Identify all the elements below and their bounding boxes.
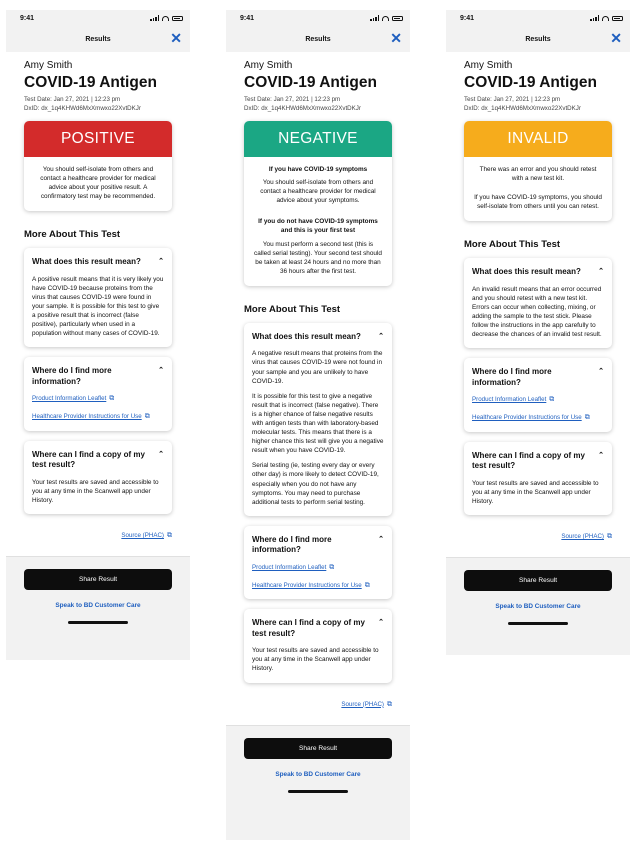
result-content — [6, 52, 190, 556]
source-link[interactable] — [561, 533, 604, 540]
info-card-more-info — [24, 357, 172, 431]
wifi-icon — [602, 16, 609, 21]
accordion-header-meaning[interactable] — [472, 267, 604, 277]
copy-text: Your test results are saved and accessible to you at any time in the Scanwell app under History. — [252, 647, 379, 673]
signal-icon — [370, 15, 379, 21]
patient-name: Amy Smith — [464, 60, 513, 71]
accordion-header-copy[interactable] — [32, 450, 164, 471]
status-bar — [226, 10, 410, 26]
result-banner-invalid: INVALID — [464, 121, 612, 157]
meaning-text: A positive result means that it is very likely you have COVID-19 because proteins from the virus that causes COVID-19 were found in your sample. It is possible for this test to give a positive result that is incorrect (false positive), particularly when used in a population without many cases of COVID-19. — [32, 275, 164, 338]
chevron-up-icon: ⌃ — [598, 368, 604, 376]
battery-icon — [392, 16, 403, 21]
dxid: DxID: dx_1q4KHWd6MxXmwxo22XvtDKJr — [24, 105, 141, 112]
battery-icon — [612, 16, 623, 21]
status-icons — [150, 15, 183, 21]
home-indicator — [68, 621, 128, 624]
source-label: Source (PHAC) — [341, 700, 384, 708]
section-title: More About This Test — [244, 303, 341, 315]
external-link-icon: ⧉ — [167, 532, 172, 540]
nav-bar — [226, 26, 410, 52]
symptoms-text: You should self-isolate from others and contact a healthcare provider for medical advice about your symptoms. — [260, 179, 376, 205]
meaning-text: Serial testing (ie, testing every day or every other day) is more likely to detect COVID-19, especially when you do not have any symptoms. You may need to purchase additional tests to perform serial testing. — [252, 462, 379, 506]
source-row — [464, 525, 612, 557]
info-card-more-info — [244, 526, 392, 600]
accordion-title: Where can I find a copy of my test result? — [252, 618, 365, 638]
chevron-up-icon: ⌃ — [158, 258, 164, 266]
accordion-title: Where do I find more information? — [472, 367, 552, 387]
external-link-icon: ⧉ — [329, 563, 335, 571]
no-symptoms-text: You must perform a second test (this is called serial testing). Your second test should be taken at least 24 hours and no more than 36 hours after the first test. — [254, 240, 382, 275]
info-card-meaning — [244, 323, 392, 516]
provider-instructions-link[interactable] — [252, 581, 384, 591]
no-symptoms-heading: If you do not have COVID-19 symptoms and this is your first test — [258, 218, 378, 235]
share-result-button[interactable]: Share Result — [244, 738, 392, 759]
close-icon[interactable]: ✕ — [170, 30, 182, 46]
accordion-header-meaning[interactable] — [252, 332, 384, 342]
status-time: 9:41 — [240, 14, 255, 22]
source-label: Source (PHAC) — [121, 532, 164, 540]
external-link-icon: ⧉ — [387, 700, 392, 708]
close-icon[interactable]: ✕ — [610, 30, 622, 46]
nav-bar — [446, 26, 630, 52]
phone-screen-positive — [6, 10, 190, 660]
status-bar — [446, 10, 630, 26]
patient-name: Amy Smith — [24, 60, 73, 71]
external-link-icon: ⧉ — [607, 533, 612, 541]
home-indicator — [508, 622, 568, 625]
chevron-up-icon: ⌃ — [158, 451, 164, 459]
result-summary-text: There was an error and you should retest with a new test kit. — [479, 166, 597, 183]
info-card-copy — [244, 609, 392, 682]
nav-title: Results — [525, 35, 551, 43]
customer-care-link[interactable]: Speak to BD Customer Care — [495, 603, 581, 611]
accordion-title: What does this result mean? — [32, 257, 141, 267]
external-link-icon: ⧉ — [549, 396, 555, 404]
result-summary — [244, 157, 392, 286]
customer-care-link[interactable]: Speak to BD Customer Care — [55, 602, 141, 610]
wifi-icon — [162, 16, 169, 21]
chevron-up-icon: ⌃ — [598, 451, 604, 459]
info-card-copy — [24, 441, 172, 514]
source-row — [244, 693, 392, 725]
result-card — [24, 121, 172, 211]
info-card-meaning — [24, 248, 172, 347]
signal-icon — [150, 15, 159, 21]
accordion-title: What does this result mean? — [252, 331, 361, 341]
source-link[interactable] — [341, 701, 384, 708]
result-content — [446, 52, 630, 557]
accordion-header-more-info[interactable] — [32, 366, 164, 387]
accordion-header-meaning[interactable] — [32, 257, 164, 267]
result-card — [464, 121, 612, 221]
accordion-header-copy[interactable] — [252, 618, 384, 639]
copy-text: Your test results are saved and accessible to you at any time in the Scanwell app under History. — [32, 478, 159, 505]
test-name: COVID-19 Antigen — [464, 74, 597, 91]
accordion-header-more-info[interactable] — [472, 367, 604, 388]
status-icons — [370, 15, 403, 21]
source-label: Source (PHAC) — [561, 533, 604, 541]
status-icons — [590, 15, 623, 21]
result-summary — [24, 157, 172, 211]
external-link-icon: ⧉ — [584, 414, 590, 422]
result-summary — [464, 157, 612, 221]
external-link-icon: ⧉ — [144, 413, 150, 421]
signal-icon — [590, 15, 599, 21]
result-content — [226, 52, 410, 725]
result-summary-text: You should self-isolate from others and contact a healthcare provider for medical advice about your positive result. A confirmatory test may be recommended. — [40, 166, 156, 201]
result-banner-negative: NEGATIVE — [244, 121, 392, 157]
provider-instructions-label: Healthcare Provider Instructions for Use — [252, 581, 362, 589]
product-leaflet-label: Product Information Leaflet — [252, 563, 327, 571]
dxid: DxID: dx_1q4KHWd6MxXmwxo22XvtDKJr — [244, 105, 361, 112]
accordion-title: Where do I find more information? — [32, 366, 112, 386]
accordion-title: Where can I find a copy of my test result? — [472, 450, 585, 471]
nav-title: Results — [305, 35, 331, 43]
bottom-actions — [446, 557, 630, 625]
phone-screen-invalid — [446, 10, 630, 655]
status-time: 9:41 — [20, 14, 35, 22]
product-leaflet-link[interactable] — [252, 563, 384, 573]
accordion-title: What does this result mean? — [472, 267, 581, 277]
provider-instructions-label: Healthcare Provider Instructions for Use — [32, 413, 142, 421]
product-leaflet-link[interactable] — [472, 395, 604, 405]
bottom-actions — [6, 556, 190, 624]
close-icon[interactable]: ✕ — [390, 30, 402, 46]
dxid: DxID: dx_1q4KHWd6MxXmwxo22XvtDKJr — [464, 105, 581, 112]
accordion-title: Where can I find a copy of my test result? — [32, 450, 145, 470]
chevron-up-icon: ⌃ — [598, 268, 604, 276]
source-row — [24, 524, 172, 556]
copy-text: Your test results are saved and accessible to you at any time in the Scanwell app under History. — [472, 479, 599, 505]
result-card — [244, 121, 392, 286]
result-summary-text: If you have COVID-19 symptoms, you should self-isolate from others until you can retest. — [474, 194, 602, 211]
meaning-text: A negative result means that proteins from the virus that causes COVID-19 were not found in your sample and you are unlikely to have COVID-19. — [252, 350, 383, 385]
customer-care-link[interactable]: Speak to BD Customer Care — [275, 770, 361, 778]
provider-instructions-label: Healthcare Provider Instructions for Use — [472, 414, 582, 422]
nav-bar — [6, 26, 190, 52]
info-card-meaning — [464, 258, 612, 348]
provider-instructions-link[interactable] — [472, 413, 604, 423]
status-bar — [6, 10, 190, 26]
test-date: Test Date: Jan 27, 2021 | 12:23 pm — [244, 96, 341, 103]
meaning-text: An invalid result means that an error occurred and you should retest with a new test kit. Errors can occur when collecting, mixing, or adding the sample to the test stick. Please follow the instructions in the app carefully to decrease the chances of an invalid test result. — [472, 285, 602, 339]
product-leaflet-link[interactable] — [32, 394, 164, 404]
section-title: More About This Test — [24, 229, 121, 241]
status-time: 9:41 — [460, 14, 475, 22]
battery-icon — [172, 16, 183, 21]
external-link-icon: ⧉ — [364, 581, 370, 589]
product-leaflet-label: Product Information Leaflet — [32, 395, 107, 403]
home-indicator — [288, 790, 348, 793]
accordion-header-copy[interactable] — [472, 451, 604, 472]
wifi-icon — [382, 16, 389, 21]
info-card-copy — [464, 442, 612, 515]
share-result-button[interactable]: Share Result — [24, 569, 172, 590]
chevron-up-icon: ⌃ — [378, 619, 384, 627]
phone-screen-negative — [226, 10, 410, 840]
patient-name: Amy Smith — [244, 60, 293, 71]
share-result-button[interactable]: Share Result — [464, 570, 612, 591]
test-name: COVID-19 Antigen — [244, 74, 377, 91]
test-date: Test Date: Jan 27, 2021 | 12:23 pm — [464, 96, 561, 103]
symptoms-heading: If you have COVID-19 symptoms — [268, 166, 368, 173]
chevron-up-icon: ⌃ — [378, 332, 384, 340]
nav-title: Results — [85, 35, 111, 43]
meaning-text: It is possible for this test to give a negative result that is incorrect (false negative). There is a higher chance of false negative results with antigen tests than with laboratory-based molecular tests. This means that there is a higher chance this test will give you a negative result when you have COVID-19. — [252, 392, 384, 455]
section-title: More About This Test — [464, 239, 561, 251]
test-name: COVID-19 Antigen — [24, 74, 157, 91]
accordion-header-more-info[interactable] — [252, 535, 384, 556]
external-link-icon: ⧉ — [109, 395, 115, 403]
provider-instructions-link[interactable] — [32, 412, 164, 422]
product-leaflet-label: Product Information Leaflet — [472, 396, 547, 404]
bottom-actions — [226, 725, 410, 793]
test-date: Test Date: Jan 27, 2021 | 12:23 pm — [24, 96, 121, 103]
result-banner-positive: POSITIVE — [24, 121, 172, 157]
chevron-up-icon: ⌃ — [378, 535, 384, 543]
chevron-up-icon: ⌃ — [158, 367, 164, 375]
accordion-title: Where do I find more information? — [252, 534, 332, 555]
source-link[interactable] — [121, 532, 164, 539]
info-card-more-info — [464, 358, 612, 432]
